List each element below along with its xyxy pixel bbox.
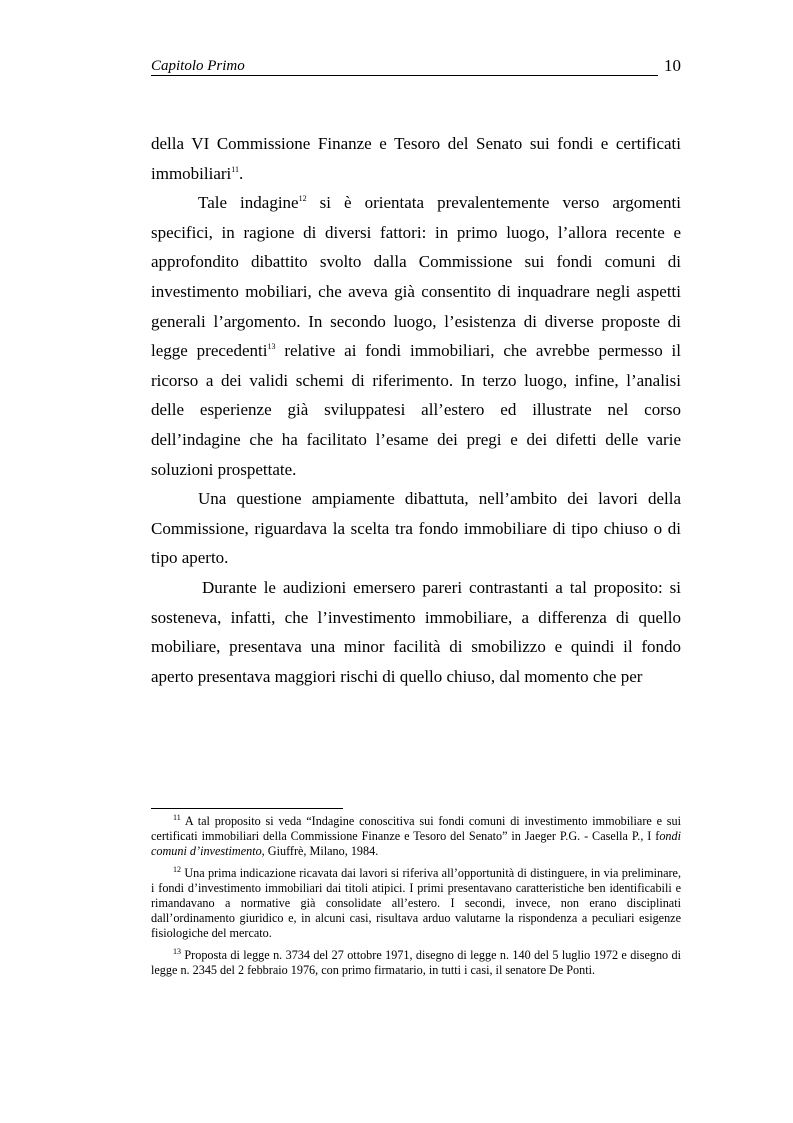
footnote-ref-13[interactable]: 13 [267, 342, 276, 352]
paragraph-4: Durante le audizioni emersero pareri contrastanti a tal proposito: si sosteneva, infatti, che l’investimento immobiliare, a differenza di quello mobiliare, presentava una minor facilità di smobilizzo e quindi il fondo aperto presentava maggiori rischi di quello chiuso, dal momento che per [151, 577, 681, 686]
paragraph-2-text-c: relative ai fondi immobiliari, che avrebbe permesso il ricorso a dei validi schemi di riferimento. In terzo luogo, infine, l’analisi delle esperienze già sviluppatesi all’estero ed illustrate nel corso dell’indagine che ha facilitato l’esame dei pregi e dei difetti delle varie soluzioni prospettate. [151, 341, 681, 479]
footnote-13-text: Proposta di legge n. 3734 del 27 ottobre 1971, disegno di legge n. 140 del 5 luglio 1972 e disegno di legge n. 2345 del 2 febbraio 1976, con primo firmatario, in tutti i casi, il senatore De Ponti. [151, 947, 681, 977]
page-number: 10 [664, 56, 681, 75]
paragraph-2-text-a: Tale indagine [198, 193, 299, 213]
paragraph-2-text-b: si è orientata prevalentemente verso argomenti specifici, in ragione di diversi fattori: in primo luogo, l’allora recente e approfondito dibattito svolto dalla Commissione sui fondi comuni di investimento mobiliari, che aveva già consentito di inquadrare negli aspetti generali l’argomento. In secondo luogo, l’esistenza di diverse proposte di legge precedenti [151, 193, 681, 361]
body-text [151, 129, 681, 691]
footnote-11-text-b: Giuffrè, Milano, 1984. [264, 844, 379, 859]
footnote-separator [151, 808, 343, 809]
paragraph-2 [151, 188, 681, 484]
footnote-11-text-italic: ondi comuni d’investimento, [151, 829, 681, 859]
page-header [151, 57, 681, 77]
footnote-11-text-a: A tal proposito si veda “Indagine conoscitiva sui fondi comuni di investimento immobiliare e sui certificati immobiliari della Commissione Finanze e Tesoro del Senato” in Jaeger P.G. - Casella P., I f [151, 814, 681, 844]
footnotes [151, 814, 681, 984]
footnote-12 [151, 866, 681, 942]
footnote-ref-11[interactable]: 11 [231, 164, 239, 174]
footnote-12-text: Una prima indicazione ricavata dai lavori si riferiva all’opportunità di distinguere, in via preliminare, i fondi d’investimento immobiliari dai titoli atipici. I primi presentavano caratteristiche ben identificabili e rimandavano a normative già consolidate all’estero. I secondi, invece, non erano disciplinati dall’ordinamento giuridico e, in alcuni casi, risultava arduo valutarne la rispondenza a peculiari esigenze fisiologiche del mercato. [151, 865, 681, 941]
paragraph-1-text-b: . [238, 163, 244, 183]
footnote-13 [151, 948, 681, 978]
chapter-title: Capitolo Primo [151, 58, 245, 74]
footnote-number-12: 12 [173, 864, 181, 874]
footnote-number-13: 13 [173, 946, 181, 956]
paragraph-1-text-a: della VI Commissione Finanze e Tesoro del Senato sui fondi e certificati immobiliari [151, 134, 681, 183]
header-rule [151, 75, 658, 76]
paragraph-1 [151, 129, 681, 188]
footnote-ref-12[interactable]: 12 [298, 194, 307, 204]
footnote-11 [151, 814, 681, 860]
footnote-number-11: 11 [173, 813, 181, 822]
paragraph-3: Una questione ampiamente dibattuta, nell’ambito dei lavori della Commissione, riguardava la scelta tra fondo immobiliare di tipo chiuso o di tipo aperto. [151, 489, 681, 568]
